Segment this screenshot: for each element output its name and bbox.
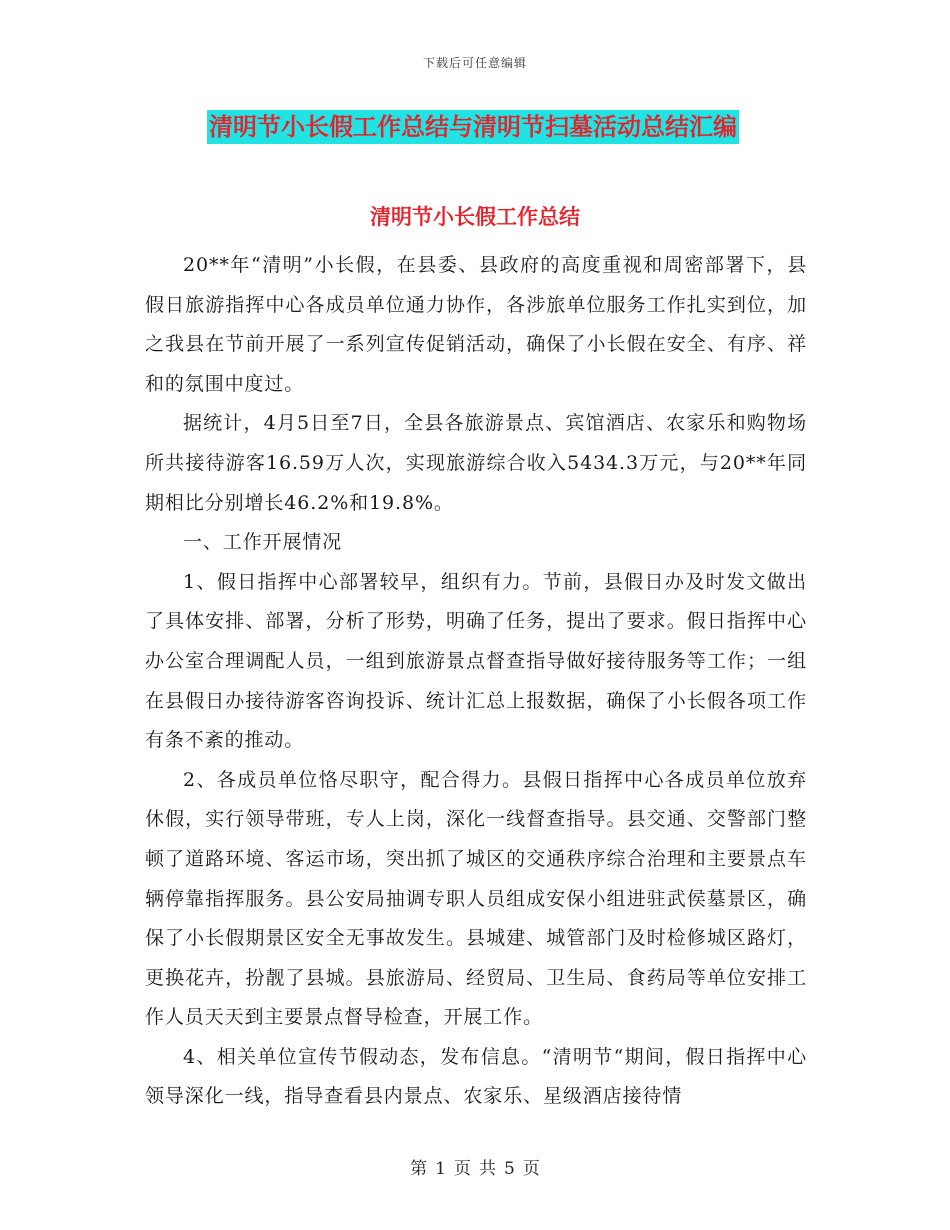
- main-title: 清明节小长假工作总结与清明节扫墓活动总结汇编: [207, 110, 739, 144]
- footer-total-pages: 5: [504, 1159, 515, 1179]
- paragraph-intro: 20**年“清明”小长假，在县委、县政府的高度重视和周密部署下，县假日旅游指挥中心各成员单位通力协作，各涉旅单位服务工作扎实到位，加之我县在节前开展了一系列宣传促销活动，确保了小长假在安全、有序、祥和的氛围中度过。: [145, 254, 807, 395]
- page-footer: [0, 1154, 950, 1179]
- document-body: [145, 246, 807, 1117]
- paragraph-statistics: 据统计，4月5日至7日，全县各旅游景点、宾馆酒店、农家乐和购物场所共接待游客16.59万人次，实现旅游综合收入5434.3万元，与20**年同期相比分别增长46.2%和19.8%。: [145, 412, 807, 514]
- paragraph-item-4: 4、相关单位宣传节假动态，发布信息。“清明节“期间，假日指挥中心领导深化一线，指导查看县内景点、农家乐、星级酒店接待情: [145, 1045, 807, 1108]
- paragraph-item-2: 2、各成员单位恪尽职守，配合得力。县假日指挥中心各成员单位放弃休假，实行领导带班，专人上岗，深化一线督查指导。县交通、交警部门整顿了道路环境、客运市场，突出抓了城区的交通秩序综合治理和主要景点车辆停靠指挥服务。县公安局抽调专职人员组成安保小组进驻武侯墓景区，确保了小长假期景区安全无事故发生。县城建、城管部门及时检修城区路灯，更换花卉，扮靓了县城。县旅游局、经贸局、卫生局、食药局等单位安排工作人员天天到主要景点督导检查，开展工作。: [145, 768, 807, 1029]
- header-note: 下载后可任意编辑: [422, 56, 527, 70]
- footer-total-label: 共: [479, 1159, 496, 1179]
- paragraph-item-1: 1、假日指挥中心部署较早，组织有力。节前，县假日办及时发文做出了具体安排、部署，分析了形势，明确了任务，提出了要求。假日指挥中心办公室合理调配人员，一组到旅游景点督查指导做好接待服务等工作；一组在县假日办接待游客咨询投诉、统计汇总上报数据，确保了小长假各项工作有条不紊的推动。: [145, 570, 807, 752]
- main-title-wrap: [207, 110, 739, 144]
- section-title: 清明节小长假工作总结: [370, 204, 580, 229]
- heading-work-situation: 一、工作开展情况: [183, 531, 343, 554]
- footer-page-label: 第: [410, 1159, 428, 1179]
- footer-current-page: 1: [435, 1159, 446, 1179]
- footer-total-unit: 页: [522, 1159, 540, 1179]
- footer-page-unit: 页: [454, 1159, 471, 1179]
